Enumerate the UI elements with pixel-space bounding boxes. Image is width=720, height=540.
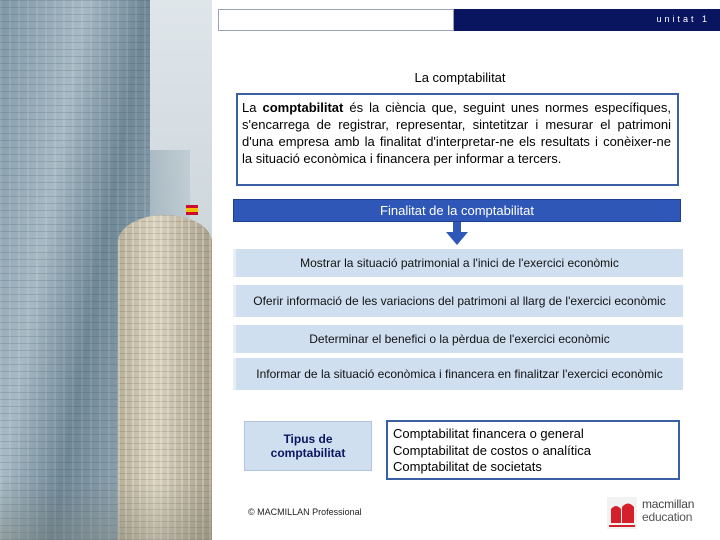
purpose-item: Mostrar la situació patrimonial a l'inici de l'exercici econòmic xyxy=(233,249,683,277)
definition-term: comptabilitat xyxy=(262,100,344,115)
header-bar-right xyxy=(454,9,720,31)
logo-line1: macmillan xyxy=(642,497,695,511)
copyright-text: © MACMILLAN Professional xyxy=(248,507,362,517)
logo-line2: education xyxy=(642,510,693,524)
purpose-item: Oferir informació de les variacions del patrimoni al llarg de l'exercici econòmic xyxy=(233,285,683,317)
purpose-title: Finalitat de la comptabilitat xyxy=(233,199,681,222)
types-list-item: Comptabilitat de societats xyxy=(393,459,542,474)
types-list xyxy=(386,420,680,480)
header-bar-left xyxy=(218,9,454,31)
types-list-item: Comptabilitat de costos o analítica xyxy=(393,442,591,458)
definition-lead: La xyxy=(242,100,257,115)
definition-box xyxy=(236,93,679,186)
types-title-box xyxy=(244,421,372,471)
definition-text: és la ciència que, seguint unes normes específiques, s'encarrega de registrar, representar, sintetitzar i mesurar el patrimoni d'una empresa amb la finalitat d'interpretar-ne els resultats i conèixer-ne la situació econòmica i financera per informar a tercers. xyxy=(242,100,671,166)
spanish-flag-icon xyxy=(186,205,198,215)
macmillan-logo-icon xyxy=(607,497,637,529)
types-title: Tipus de comptabilitat xyxy=(270,432,346,460)
purpose-item: Informar de la situació econòmica i financera en finalitzar l'exercici econòmic xyxy=(233,358,683,390)
unit-label: unitat 1 xyxy=(656,14,710,24)
types-list-item: Comptabilitat financera o general xyxy=(393,426,584,441)
down-arrow-icon xyxy=(445,222,469,246)
skyscraper-photo xyxy=(0,0,212,540)
macmillan-logo xyxy=(607,495,707,531)
purpose-item: Determinar el benefici o la pèrdua de l'exercici econòmic xyxy=(233,325,683,353)
page-title: La comptabilitat xyxy=(414,70,506,85)
